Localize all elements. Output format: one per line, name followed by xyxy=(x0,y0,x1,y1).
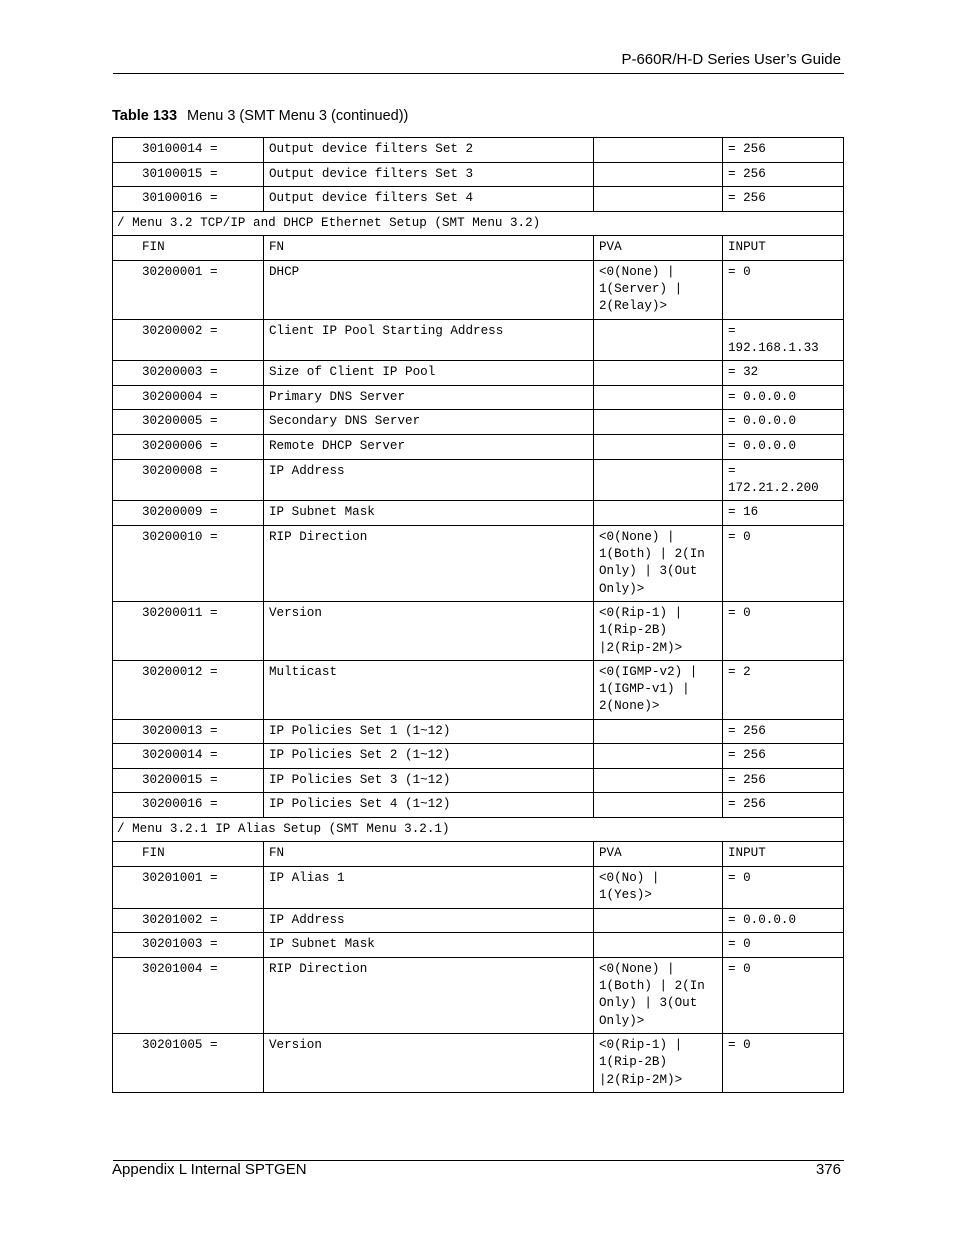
input-cell: = 0 xyxy=(723,601,844,660)
pva-cell: <0(None) | 1(Both) | 2(In Only) | 3(Out Only)> xyxy=(594,525,723,601)
table-row xyxy=(113,319,844,361)
table-row xyxy=(113,410,844,435)
table-row xyxy=(113,719,844,744)
fin-cell: 30200003 = xyxy=(113,361,264,386)
table-row xyxy=(113,793,844,818)
fn-cell: FN xyxy=(264,842,594,867)
pva-cell: <0(Rip-1) | 1(Rip-2B) |2(Rip-2M)> xyxy=(594,601,723,660)
fin-cell: 30200011 = xyxy=(113,601,264,660)
table-row xyxy=(113,744,844,769)
fin-cell: 30200008 = xyxy=(113,459,264,501)
fn-cell: IP Policies Set 1 (1~12) xyxy=(264,719,594,744)
fn-cell: RIP Direction xyxy=(264,957,594,1033)
table-row xyxy=(113,525,844,601)
pva-cell xyxy=(594,138,723,163)
table-row xyxy=(113,434,844,459)
fin-cell: 30100015 = xyxy=(113,162,264,187)
pva-cell xyxy=(594,361,723,386)
pva-cell xyxy=(594,319,723,361)
fin-cell: 30200014 = xyxy=(113,744,264,769)
input-cell: = 256 xyxy=(723,162,844,187)
table-row xyxy=(113,138,844,163)
input-cell: = 2 xyxy=(723,660,844,719)
section-row xyxy=(113,211,844,235)
fn-cell: IP Address xyxy=(264,459,594,501)
fin-cell: 30200016 = xyxy=(113,793,264,818)
fin-cell: 30200004 = xyxy=(113,385,264,410)
section-heading-cell: / Menu 3.2.1 IP Alias Setup (SMT Menu 3.2.1) xyxy=(113,818,844,842)
input-cell: = 256 xyxy=(723,138,844,163)
input-cell: = 16 xyxy=(723,501,844,526)
table-row xyxy=(113,1033,844,1092)
pva-cell xyxy=(594,162,723,187)
fn-cell: IP Policies Set 2 (1~12) xyxy=(264,744,594,769)
pva-cell: <0(None) | 1(Both) | 2(In Only) | 3(Out Only)> xyxy=(594,957,723,1033)
fin-cell: FIN xyxy=(113,236,264,261)
fn-cell: Output device filters Set 4 xyxy=(264,187,594,212)
fn-cell: IP Policies Set 4 (1~12) xyxy=(264,793,594,818)
fin-cell: 30200010 = xyxy=(113,525,264,601)
table-row xyxy=(113,162,844,187)
table-row xyxy=(113,260,844,319)
fin-cell: 30200009 = xyxy=(113,501,264,526)
table-row xyxy=(113,933,844,958)
table-row xyxy=(113,842,844,867)
fn-cell: IP Subnet Mask xyxy=(264,501,594,526)
sptgen-menu3-table xyxy=(112,137,844,1093)
input-cell: = 0.0.0.0 xyxy=(723,385,844,410)
input-cell: INPUT xyxy=(723,236,844,261)
fin-cell: 30200013 = xyxy=(113,719,264,744)
input-cell: = 172.21.2.200 xyxy=(723,459,844,501)
fin-cell: 30200006 = xyxy=(113,434,264,459)
section-row xyxy=(113,818,844,842)
pva-cell xyxy=(594,933,723,958)
table-row xyxy=(113,501,844,526)
fin-cell: 30100016 = xyxy=(113,187,264,212)
pva-cell: <0(None) | 1(Server) | 2(Relay)> xyxy=(594,260,723,319)
input-cell: = 256 xyxy=(723,744,844,769)
input-cell: = 0 xyxy=(723,260,844,319)
fin-cell: 30201001 = xyxy=(113,866,264,908)
table-body xyxy=(113,138,844,1093)
input-cell: = 0.0.0.0 xyxy=(723,434,844,459)
running-header-title: P-660R/H-D Series User’s Guide xyxy=(621,51,841,68)
fn-cell: IP Policies Set 3 (1~12) xyxy=(264,768,594,793)
section-heading-cell: / Menu 3.2 TCP/IP and DHCP Ethernet Setup (SMT Menu 3.2) xyxy=(113,211,844,235)
fn-cell: IP Alias 1 xyxy=(264,866,594,908)
fin-cell: 30200005 = xyxy=(113,410,264,435)
footer-section-title: Appendix L Internal SPTGEN xyxy=(112,1161,307,1178)
input-cell: = 0 xyxy=(723,525,844,601)
table-row xyxy=(113,601,844,660)
table-row xyxy=(113,361,844,386)
pva-cell xyxy=(594,744,723,769)
table-row xyxy=(113,957,844,1033)
input-cell: = 0 xyxy=(723,866,844,908)
fn-cell: IP Subnet Mask xyxy=(264,933,594,958)
fn-cell: DHCP xyxy=(264,260,594,319)
pva-cell xyxy=(594,501,723,526)
fn-cell: Client IP Pool Starting Address xyxy=(264,319,594,361)
input-cell: = 0 xyxy=(723,933,844,958)
fin-cell: 30201002 = xyxy=(113,908,264,933)
fin-cell: 30201004 = xyxy=(113,957,264,1033)
fin-cell: 30201005 = xyxy=(113,1033,264,1092)
table-row xyxy=(113,187,844,212)
input-cell: = 32 xyxy=(723,361,844,386)
fin-cell: 30200002 = xyxy=(113,319,264,361)
pva-cell xyxy=(594,385,723,410)
pva-cell xyxy=(594,410,723,435)
table-row xyxy=(113,866,844,908)
fin-cell: FIN xyxy=(113,842,264,867)
pva-cell xyxy=(594,719,723,744)
table-caption-text: Menu 3 (SMT Menu 3 (continued)) xyxy=(187,108,409,124)
pva-cell xyxy=(594,434,723,459)
fn-cell: Secondary DNS Server xyxy=(264,410,594,435)
input-cell: = 256 xyxy=(723,768,844,793)
fin-cell: 30200015 = xyxy=(113,768,264,793)
fn-cell: IP Address xyxy=(264,908,594,933)
fn-cell: Version xyxy=(264,1033,594,1092)
pva-cell: PVA xyxy=(594,842,723,867)
pva-cell xyxy=(594,793,723,818)
fn-cell: FN xyxy=(264,236,594,261)
pva-cell: PVA xyxy=(594,236,723,261)
fn-cell: Multicast xyxy=(264,660,594,719)
fin-cell: 30200012 = xyxy=(113,660,264,719)
pva-cell xyxy=(594,459,723,501)
header-divider xyxy=(113,73,844,74)
fn-cell: Primary DNS Server xyxy=(264,385,594,410)
table-row xyxy=(113,385,844,410)
fn-cell: Output device filters Set 2 xyxy=(264,138,594,163)
table-row xyxy=(113,908,844,933)
pva-cell xyxy=(594,187,723,212)
pva-cell: <0(Rip-1) | 1(Rip-2B) |2(Rip-2M)> xyxy=(594,1033,723,1092)
fn-cell: Remote DHCP Server xyxy=(264,434,594,459)
table-row xyxy=(113,236,844,261)
input-cell: = 256 xyxy=(723,719,844,744)
table-row xyxy=(113,768,844,793)
input-cell: = 0.0.0.0 xyxy=(723,410,844,435)
input-cell: = 0 xyxy=(723,1033,844,1092)
pva-cell: <0(No) | 1(Yes)> xyxy=(594,866,723,908)
pva-cell xyxy=(594,908,723,933)
fn-cell: RIP Direction xyxy=(264,525,594,601)
table-caption xyxy=(112,108,408,124)
input-cell: = 192.168.1.33 xyxy=(723,319,844,361)
input-cell: = 256 xyxy=(723,187,844,212)
page-number: 376 xyxy=(815,1161,841,1178)
fn-cell: Output device filters Set 3 xyxy=(264,162,594,187)
pva-cell xyxy=(594,768,723,793)
input-cell: = 0 xyxy=(723,957,844,1033)
fin-cell: 30201003 = xyxy=(113,933,264,958)
pva-cell: <0(IGMP-v2) | 1(IGMP-v1) | 2(None)> xyxy=(594,660,723,719)
fin-cell: 30100014 = xyxy=(113,138,264,163)
table-row xyxy=(113,660,844,719)
input-cell: = 256 xyxy=(723,793,844,818)
table-row xyxy=(113,459,844,501)
input-cell: INPUT xyxy=(723,842,844,867)
fin-cell: 30200001 = xyxy=(113,260,264,319)
fn-cell: Size of Client IP Pool xyxy=(264,361,594,386)
fn-cell: Version xyxy=(264,601,594,660)
table-caption-label: Table 133 xyxy=(112,108,178,124)
input-cell: = 0.0.0.0 xyxy=(723,908,844,933)
